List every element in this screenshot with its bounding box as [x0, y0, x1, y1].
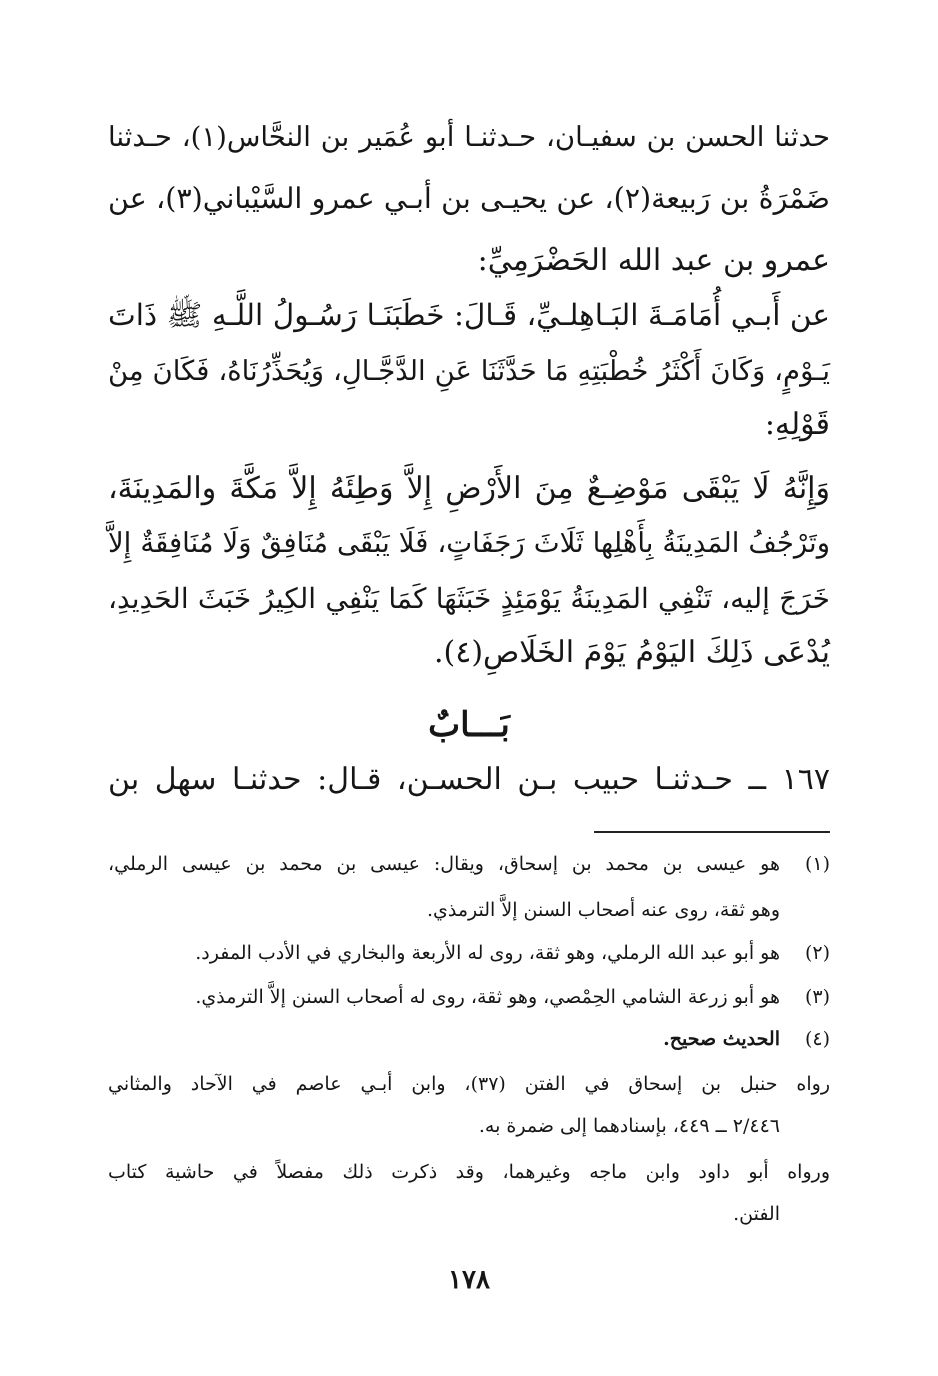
body-line: وَإِنَّهُ لَا يَبْقَى مَوْضِـعٌ مِنَ الأَرْضِ إِلاَّ وَطِئَهُ إِلاَّ مَكَّةَ والمَدِينَةَ،	[108, 471, 831, 506]
body-line: يُدْعَى ذَلِكَ اليَوْمُ يَوْمَ الخَلَاصِ(٤).	[433, 635, 830, 670]
body-line: خَرَجَ إليه، تَنْفِي المَدِينَةُ يَوْمَئِذٍ خَبَثَهَا كَمَا يَنْفِي الكِيرُ خَبَثَ الحَدِيدِ،	[108, 582, 830, 615]
body-line: ضَمْرَةُ بن رَبيعة(٢)، عن يحيـى بن أبـي عمرو السَّيْباني(٣)، عن	[108, 182, 830, 215]
footnote-line: ورواه أبو داود وابن ماجه وغيرهما، وقد ذكرت ذلك مفصلاً في حاشية كتاب	[108, 1161, 830, 1183]
footnote-line: هو أبو زرعة الشامي الحِمْصي، وهو ثقة، روى له أصحاب السنن إلاَّ الترمذي.	[195, 986, 780, 1008]
body-line: وتَرْجُفُ المَدِينَةُ بِأَهْلِها ثَلَاثَ رَجَفَاتٍ، فَلَا يَبْقَى مُنَافِقٌ وَلَا مُنَافِقَةٌ إِلاَّ	[108, 527, 830, 559]
body-line: عمرو بن عبد الله الحَضْرَمِيِّ:	[477, 243, 830, 278]
footnote-number: (٢)	[804, 942, 830, 964]
footnote-line: الحديث صحيح.	[663, 1028, 780, 1050]
footnote-line: رواه حنبل بن إسحاق في الفتن (٣٧)، وابن أبـي عاصم في الآحاد والمثاني	[108, 1073, 830, 1095]
body-line: قَوْلِهِ:	[764, 407, 830, 442]
footnote-separator	[594, 831, 830, 833]
footnote-number: (٣)	[804, 986, 830, 1008]
footnote-number: (١)	[804, 853, 830, 875]
footnote-line: الفتن.	[733, 1203, 780, 1225]
body-line: عن أَبـي أُمَامَـةَ البَـاهِلـيِّ، قَـالَ: خَطَبَنَـا رَسُـولُ اللَّـهِ ﷺ ذَاتَ	[108, 298, 830, 332]
footnote-line: وهو ثقة، روى عنه أصحاب السنن إلاَّ الترمذي.	[426, 899, 780, 921]
body-line: حدثنا الحسن بن سفيـان، حـدثنـا أبو عُمَير بن النحَّاس(١)، حـدثنا	[108, 121, 830, 153]
footnote-line: هو عيسى بن محمد بن إسحاق، ويقال: عيسى بن محمد بن عيسى الرملي،	[108, 853, 780, 875]
page-number: ١٧٨	[448, 1265, 490, 1295]
footnote-line: ٢/٤٤٦ ــ ٤٤٩، بإسنادهما إلى ضمرة به.	[478, 1115, 780, 1137]
footnote-line: هو أبو عبد الله الرملي، وهو ثقة، روى له الأربعة والبخاري في الأدب المفرد.	[195, 942, 780, 964]
footnote-number: (٤)	[804, 1028, 830, 1050]
section-heading: بَـــابٌ	[428, 705, 510, 745]
hadith-first-line: ١٦٧ ــ حـدثنـا حبيب بـن الحسـن، قـال: حدثنـا سهل بن	[108, 762, 830, 797]
body-line: يَـوْمٍ، وَكَانَ أَكْثَرُ خُطْبَتِهِ مَا حَدَّثَنَا عَنِ الدَّجَّـالِ، وَيُحَذِّرُنَاهُ، فَكَانَ مِنْ	[108, 355, 830, 387]
